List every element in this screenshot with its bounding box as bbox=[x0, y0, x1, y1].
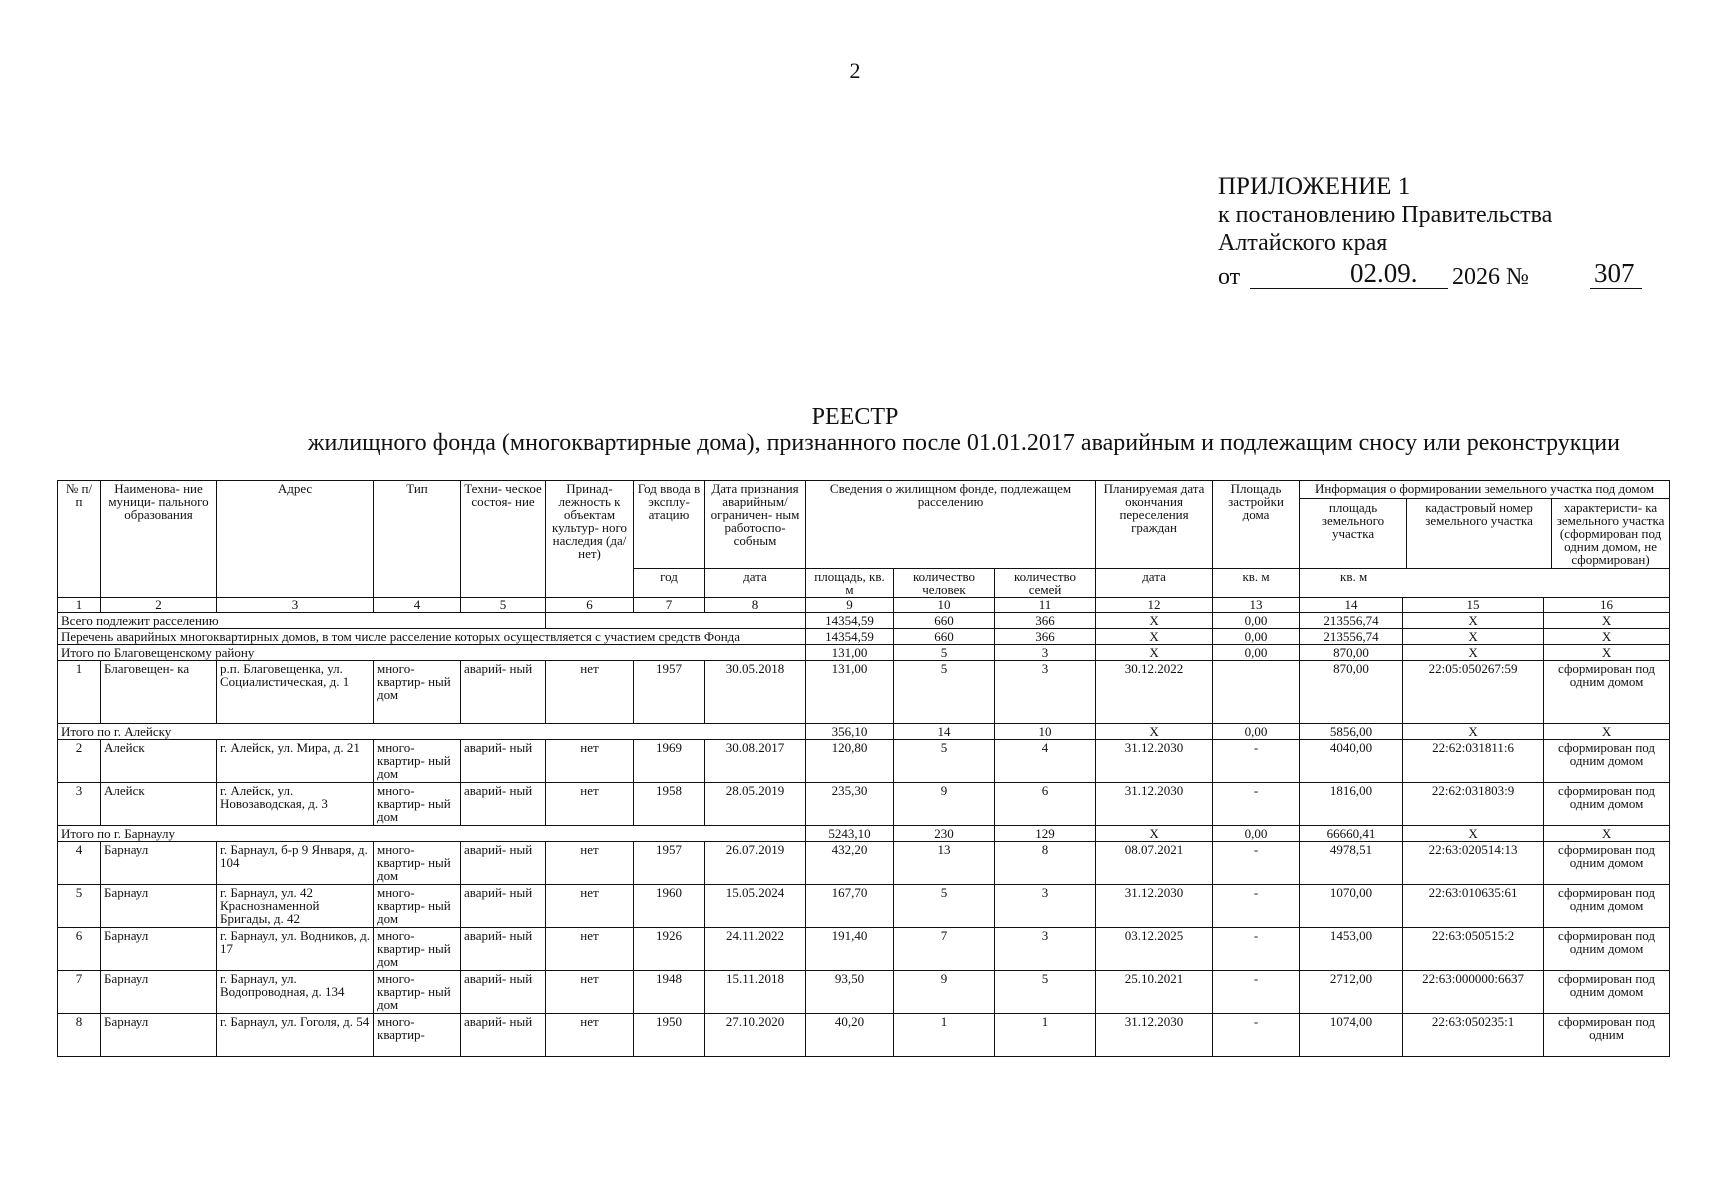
dateline-ot: от bbox=[1218, 264, 1241, 290]
row-year: 1950 bbox=[634, 1014, 705, 1057]
summary-families: 366 bbox=[995, 629, 1096, 645]
row-type: много- квартир- ный дом bbox=[374, 783, 461, 826]
row-area: 40,20 bbox=[806, 1014, 894, 1057]
row-date: 15.11.2018 bbox=[705, 971, 806, 1014]
row-area: 93,50 bbox=[806, 971, 894, 1014]
dateline-number: 307 bbox=[1594, 258, 1635, 288]
row-year: 1926 bbox=[634, 928, 705, 971]
row-people: 9 bbox=[894, 971, 995, 1014]
summary-land-area: 5856,00 bbox=[1300, 724, 1403, 740]
row-land-area: 1816,00 bbox=[1300, 783, 1403, 826]
table-row bbox=[58, 1014, 1670, 1057]
row-type: много- квартир- ный дом bbox=[374, 971, 461, 1014]
row-year: 1960 bbox=[634, 885, 705, 928]
summary-row bbox=[58, 645, 1670, 661]
row-people: 5 bbox=[894, 661, 995, 724]
row-cadastral: 22:63:000000:6637 bbox=[1403, 971, 1544, 1014]
table-row bbox=[58, 885, 1670, 928]
col-number: 10 bbox=[894, 598, 995, 613]
dateline-date: 02.09. bbox=[1350, 258, 1418, 288]
registry-table bbox=[57, 480, 1670, 1057]
row-municipality: Барнаул bbox=[101, 885, 217, 928]
row-land-char: сформирован под одним домом bbox=[1544, 885, 1670, 928]
row-address: г. Барнаул, б-р 9 Января, д. 104 bbox=[217, 842, 374, 885]
row-number: 5 bbox=[58, 885, 101, 928]
row-address: р.п. Благовещенка, ул. Социалистическая, д. 1 bbox=[217, 661, 374, 724]
th-land-area: площадь земельного участка bbox=[1300, 499, 1407, 568]
row-type: много- квартир- ный дом bbox=[374, 842, 461, 885]
row-planned: 31.12.2030 bbox=[1096, 1014, 1213, 1057]
th-address: Адрес bbox=[217, 481, 374, 598]
summary-planned: X bbox=[1096, 724, 1213, 740]
summary-people: 660 bbox=[894, 629, 995, 645]
row-heritage: нет bbox=[546, 783, 634, 826]
col-number: 8 bbox=[705, 598, 806, 613]
th-people: количество человек bbox=[894, 569, 995, 598]
document-title bbox=[0, 404, 1710, 456]
summary-planned: X bbox=[1096, 613, 1213, 629]
summary-land-char: X bbox=[1544, 613, 1670, 629]
row-number: 1 bbox=[58, 661, 101, 724]
col-number: 4 bbox=[374, 598, 461, 613]
row-built: - bbox=[1213, 1014, 1300, 1057]
row-cadastral: 22:63:050235:1 bbox=[1403, 1014, 1544, 1057]
summary-built: 0,00 bbox=[1213, 613, 1300, 629]
summary-cadastral: X bbox=[1403, 645, 1544, 661]
row-planned: 08.07.2021 bbox=[1096, 842, 1213, 885]
row-number: 8 bbox=[58, 1014, 101, 1057]
row-built: - bbox=[1213, 842, 1300, 885]
th-type: Тип bbox=[374, 481, 461, 598]
row-people: 5 bbox=[894, 740, 995, 783]
row-heritage: нет bbox=[546, 885, 634, 928]
row-area: 191,40 bbox=[806, 928, 894, 971]
row-heritage: нет bbox=[546, 971, 634, 1014]
row-land-area: 1453,00 bbox=[1300, 928, 1403, 971]
th-built: Площадь застройки дома bbox=[1213, 481, 1300, 569]
summary-cadastral: X bbox=[1403, 613, 1544, 629]
row-address: г. Барнаул, ул. Водников, д. 17 bbox=[217, 928, 374, 971]
summary-area: 14354,59 bbox=[806, 629, 894, 645]
col-number: 15 bbox=[1403, 598, 1544, 613]
page-number: 2 bbox=[849, 58, 861, 83]
summary-row bbox=[58, 629, 1670, 645]
summary-label: Итого по г. Барнаулу bbox=[58, 826, 806, 842]
row-number: 7 bbox=[58, 971, 101, 1014]
row-people: 7 bbox=[894, 928, 995, 971]
summary-label: Перечень аварийных многоквартирных домов, в том числе расселение которых осуществляется с участием средств Фонда bbox=[58, 629, 806, 645]
row-address: г. Алейск, ул. Мира, д. 21 bbox=[217, 740, 374, 783]
row-date: 15.05.2024 bbox=[705, 885, 806, 928]
row-land-char: сформирован под одним домом bbox=[1544, 740, 1670, 783]
summary-area: 5243,10 bbox=[806, 826, 894, 842]
summary-label: Всего подлежит расселению bbox=[58, 613, 546, 629]
row-area: 235,30 bbox=[806, 783, 894, 826]
row-people: 5 bbox=[894, 885, 995, 928]
summary-planned: X bbox=[1096, 629, 1213, 645]
summary-land-area: 66660,41 bbox=[1300, 826, 1403, 842]
row-families: 3 bbox=[995, 661, 1096, 724]
th-heritage: Принад- лежность к объектам культур- ного наследия (да/нет) bbox=[546, 481, 634, 598]
row-municipality: Алейск bbox=[101, 783, 217, 826]
th-planned: Планируемая дата окончания переселения граждан bbox=[1096, 481, 1213, 569]
col-number: 3 bbox=[217, 598, 374, 613]
appendix-title: ПРИЛОЖЕНИЕ 1 bbox=[1218, 173, 1411, 200]
row-municipality: Барнаул bbox=[101, 1014, 217, 1057]
summary-families: 366 bbox=[995, 613, 1096, 629]
summary-families: 3 bbox=[995, 645, 1096, 661]
col-number: 2 bbox=[101, 598, 217, 613]
row-number: 2 bbox=[58, 740, 101, 783]
row-heritage: нет bbox=[546, 661, 634, 724]
summary-planned: X bbox=[1096, 826, 1213, 842]
col-number: 6 bbox=[546, 598, 634, 613]
summary-families: 129 bbox=[995, 826, 1096, 842]
row-number: 6 bbox=[58, 928, 101, 971]
row-built: - bbox=[1213, 885, 1300, 928]
row-land-area: 1074,00 bbox=[1300, 1014, 1403, 1057]
row-built: - bbox=[1213, 783, 1300, 826]
summary-people: 5 bbox=[894, 645, 995, 661]
column-numbers-row bbox=[58, 598, 1670, 613]
row-built: - bbox=[1213, 740, 1300, 783]
row-address: г. Алейск, ул. Новозаводская, д. 3 bbox=[217, 783, 374, 826]
table-row bbox=[58, 661, 1670, 724]
appendix-line2: Алтайского края bbox=[1218, 230, 1388, 256]
row-planned: 31.12.2030 bbox=[1096, 885, 1213, 928]
row-heritage: нет bbox=[546, 740, 634, 783]
row-planned: 30.12.2022 bbox=[1096, 661, 1213, 724]
row-area: 131,00 bbox=[806, 661, 894, 724]
row-land-area: 4978,51 bbox=[1300, 842, 1403, 885]
title-line1: РЕЕСТР bbox=[811, 404, 899, 430]
summary-planned: X bbox=[1096, 645, 1213, 661]
summary-built: 0,00 bbox=[1213, 826, 1300, 842]
row-built bbox=[1213, 661, 1300, 724]
summary-people: 14 bbox=[894, 724, 995, 740]
summary-label: Итого по г. Алейску bbox=[58, 724, 806, 740]
summary-land-char: X bbox=[1544, 724, 1670, 740]
row-type: много- квартир- ный дом bbox=[374, 661, 461, 724]
row-land-area: 2712,00 bbox=[1300, 971, 1403, 1014]
row-type: много- квартир- ный дом bbox=[374, 885, 461, 928]
appendix-block bbox=[1218, 173, 1638, 291]
row-people: 13 bbox=[894, 842, 995, 885]
row-year: 1958 bbox=[634, 783, 705, 826]
row-number: 4 bbox=[58, 842, 101, 885]
col-number: 5 bbox=[461, 598, 546, 613]
row-land-char: сформирован под одним bbox=[1544, 1014, 1670, 1057]
col-number: 1 bbox=[58, 598, 101, 613]
summary-area: 131,00 bbox=[806, 645, 894, 661]
row-tech-state: аварий- ный bbox=[461, 842, 546, 885]
row-families: 8 bbox=[995, 842, 1096, 885]
row-people: 9 bbox=[894, 783, 995, 826]
th-year: Год ввода в эксплу- атацию bbox=[634, 481, 705, 569]
row-area: 432,20 bbox=[806, 842, 894, 885]
row-land-area: 4040,00 bbox=[1300, 740, 1403, 783]
row-tech-state: аварий- ный bbox=[461, 885, 546, 928]
row-address: г. Барнаул, ул. Гоголя, д. 54 bbox=[217, 1014, 374, 1057]
row-families: 4 bbox=[995, 740, 1096, 783]
row-year: 1957 bbox=[634, 661, 705, 724]
row-address: г. Барнаул, ул. Водопроводная, д. 134 bbox=[217, 971, 374, 1014]
row-tech-state: аварий- ный bbox=[461, 928, 546, 971]
row-tech-state: аварий- ный bbox=[461, 783, 546, 826]
summary-cadastral: X bbox=[1403, 629, 1544, 645]
row-built: - bbox=[1213, 971, 1300, 1014]
summary-cadastral: X bbox=[1403, 826, 1544, 842]
row-cadastral: 22:63:020514:13 bbox=[1403, 842, 1544, 885]
row-land-char: сформирован под одним домом bbox=[1544, 971, 1670, 1014]
th-built-sub: кв. м bbox=[1213, 569, 1300, 598]
summary-area: 14354,59 bbox=[806, 613, 894, 629]
th-land-area-sub bbox=[1300, 569, 1670, 598]
col-number: 12 bbox=[1096, 598, 1213, 613]
row-cadastral: 22:63:010635:61 bbox=[1403, 885, 1544, 928]
summary-built: 0,00 bbox=[1213, 629, 1300, 645]
appendix-line1: к постановлению Правительства bbox=[1218, 202, 1553, 228]
row-families: 5 bbox=[995, 971, 1096, 1014]
dateline-year: 2026 № bbox=[1452, 264, 1529, 290]
row-tech-state: аварий- ный bbox=[461, 740, 546, 783]
summary-land-area: 213556,74 bbox=[1300, 613, 1403, 629]
row-municipality: Барнаул bbox=[101, 842, 217, 885]
table-row bbox=[58, 928, 1670, 971]
th-families: количество семей bbox=[995, 569, 1096, 598]
th-date: Дата признания аварийным/ ограничен- ным работоспо- собным bbox=[705, 481, 806, 569]
empty-cell bbox=[546, 613, 806, 629]
dateline-number-underline bbox=[1590, 288, 1642, 289]
row-tech-state: аварий- ный bbox=[461, 1014, 546, 1057]
row-municipality: Алейск bbox=[101, 740, 217, 783]
table-row bbox=[58, 971, 1670, 1014]
table-row bbox=[58, 783, 1670, 826]
row-planned: 31.12.2030 bbox=[1096, 783, 1213, 826]
th-housing: Сведения о жилищном фонде, подлежащем расселению bbox=[806, 481, 1096, 569]
row-municipality: Барнаул bbox=[101, 971, 217, 1014]
th-cadastral: кадастровый номер земельного участка bbox=[1407, 499, 1552, 568]
th-num: № п/ п bbox=[58, 481, 101, 598]
table-row bbox=[58, 740, 1670, 783]
row-year: 1957 bbox=[634, 842, 705, 885]
summary-area: 356,10 bbox=[806, 724, 894, 740]
row-families: 3 bbox=[995, 885, 1096, 928]
row-planned: 31.12.2030 bbox=[1096, 740, 1213, 783]
summary-land-char: X bbox=[1544, 826, 1670, 842]
row-built: - bbox=[1213, 928, 1300, 971]
col-number: 13 bbox=[1213, 598, 1300, 613]
row-date: 27.10.2020 bbox=[705, 1014, 806, 1057]
row-date: 30.05.2018 bbox=[705, 661, 806, 724]
row-cadastral: 22:63:050515:2 bbox=[1403, 928, 1544, 971]
row-families: 6 bbox=[995, 783, 1096, 826]
summary-people: 230 bbox=[894, 826, 995, 842]
summary-land-char: X bbox=[1544, 645, 1670, 661]
table-body bbox=[58, 613, 1670, 1057]
th-land-char: характеристи- ка земельного участка (сформирован под одним домом, не сформирован) bbox=[1556, 500, 1665, 567]
col-number: 16 bbox=[1544, 598, 1670, 613]
row-type: много- квартир- bbox=[374, 1014, 461, 1057]
summary-land-area: 870,00 bbox=[1300, 645, 1403, 661]
dateline-underline bbox=[1250, 288, 1448, 289]
th-land-area-sub-text: кв. м bbox=[1340, 569, 1368, 584]
table-row bbox=[58, 842, 1670, 885]
row-families: 1 bbox=[995, 1014, 1096, 1057]
row-tech-state: аварий- ный bbox=[461, 971, 546, 1014]
row-address: г. Барнаул, ул. 42 Краснознаменной Бригады, д. 42 bbox=[217, 885, 374, 928]
row-heritage: нет bbox=[546, 842, 634, 885]
summary-cadastral: X bbox=[1403, 724, 1544, 740]
th-land bbox=[1300, 481, 1670, 569]
row-date: 24.11.2022 bbox=[705, 928, 806, 971]
row-planned: 03.12.2025 bbox=[1096, 928, 1213, 971]
summary-people: 660 bbox=[894, 613, 995, 629]
summary-row bbox=[58, 613, 1670, 629]
title-line2: жилищного фонда (многоквартирные дома), признанного после 01.01.2017 аварийным и подлежащим сносу или реконструкции bbox=[307, 430, 1620, 456]
row-tech-state: аварий- ный bbox=[461, 661, 546, 724]
row-cadastral: 22:62:031811:6 bbox=[1403, 740, 1544, 783]
col-number: 7 bbox=[634, 598, 705, 613]
summary-land-char: X bbox=[1544, 629, 1670, 645]
row-year: 1948 bbox=[634, 971, 705, 1014]
row-type: много- квартир- ный дом bbox=[374, 740, 461, 783]
row-date: 28.05.2019 bbox=[705, 783, 806, 826]
th-land-group: Информация о формировании земельного участка под домом bbox=[1314, 481, 1655, 496]
th-municipality: Наименова- ние муници- пального образования bbox=[101, 481, 217, 598]
row-heritage: нет bbox=[546, 1014, 634, 1057]
row-land-area: 1070,00 bbox=[1300, 885, 1403, 928]
row-heritage: нет bbox=[546, 928, 634, 971]
row-land-area: 870,00 bbox=[1300, 661, 1403, 724]
row-planned: 25.10.2021 bbox=[1096, 971, 1213, 1014]
row-cadastral: 22:62:031803:9 bbox=[1403, 783, 1544, 826]
summary-row bbox=[58, 724, 1670, 740]
row-area: 167,70 bbox=[806, 885, 894, 928]
row-year: 1969 bbox=[634, 740, 705, 783]
row-date: 30.08.2017 bbox=[705, 740, 806, 783]
row-families: 3 bbox=[995, 928, 1096, 971]
summary-built: 0,00 bbox=[1213, 645, 1300, 661]
row-land-char: сформирован под одним домом bbox=[1544, 842, 1670, 885]
row-date: 26.07.2019 bbox=[705, 842, 806, 885]
summary-built: 0,00 bbox=[1213, 724, 1300, 740]
row-cadastral: 22:05:050267:59 bbox=[1403, 661, 1544, 724]
summary-land-area: 213556,74 bbox=[1300, 629, 1403, 645]
row-people: 1 bbox=[894, 1014, 995, 1057]
th-year-sub: год bbox=[634, 569, 705, 598]
row-land-char: сформирован под одним домом bbox=[1544, 661, 1670, 724]
row-municipality: Благовещен- ка bbox=[101, 661, 217, 724]
header-row-1 bbox=[58, 481, 1670, 569]
th-tech-state: Техни- ческое состоя- ние bbox=[461, 481, 546, 598]
summary-label: Итого по Благовещенскому району bbox=[58, 645, 806, 661]
summary-row bbox=[58, 826, 1670, 842]
row-area: 120,80 bbox=[806, 740, 894, 783]
col-number: 9 bbox=[806, 598, 894, 613]
th-planned-sub: дата bbox=[1096, 569, 1213, 598]
row-type: много- квартир- ный дом bbox=[374, 928, 461, 971]
summary-families: 10 bbox=[995, 724, 1096, 740]
row-land-char: сформирован под одним домом bbox=[1544, 928, 1670, 971]
col-number: 11 bbox=[995, 598, 1096, 613]
col-number: 14 bbox=[1300, 598, 1403, 613]
row-number: 3 bbox=[58, 783, 101, 826]
appendix-dateline bbox=[1218, 257, 1638, 291]
th-date-sub: дата bbox=[705, 569, 806, 598]
row-land-char: сформирован под одним домом bbox=[1544, 783, 1670, 826]
row-municipality: Барнаул bbox=[101, 928, 217, 971]
th-area: площадь, кв. м bbox=[806, 569, 894, 598]
